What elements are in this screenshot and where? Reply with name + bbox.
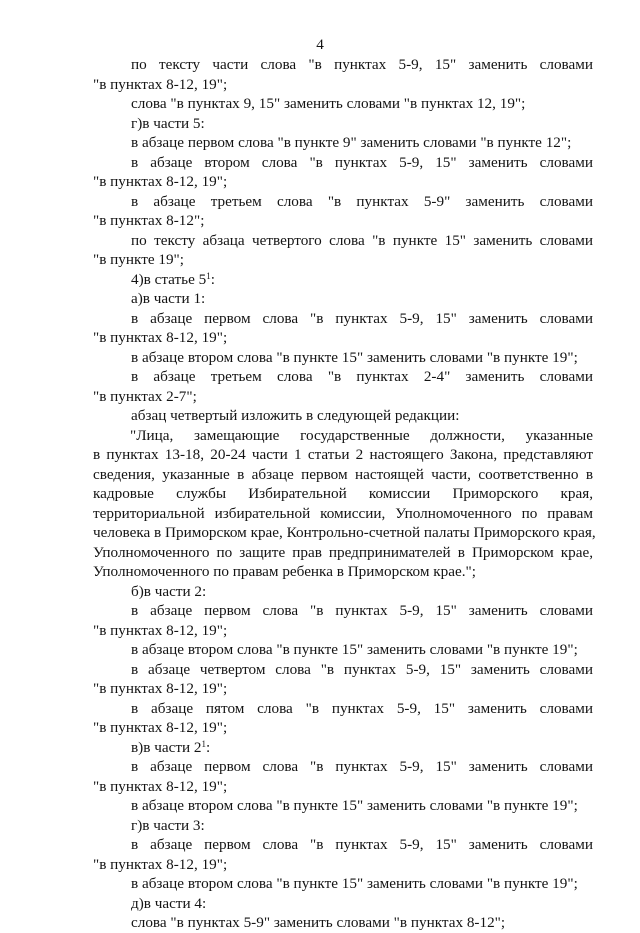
text-line xyxy=(93,738,593,758)
text-line: в абзаце пятом слова "в пунктах 5-9, 15" заменить словами xyxy=(131,699,593,717)
text-line: в абзаце третьем слова "в пунктах 2-4" заменить словами xyxy=(131,368,593,385)
quoted-text-line: сведения, указанные в абзаце первом настоящей части, соответственно в xyxy=(93,465,593,483)
text-line: д)в части 4: xyxy=(131,894,207,912)
text-segment: в)в части 2 xyxy=(131,738,202,756)
text-line: по тексту части слова "в пунктах 5-9, 15" заменить словами xyxy=(131,56,593,73)
text-line: "в пунктах 8-12, 19"; xyxy=(93,621,228,639)
text-line: "в пунктах 8-12, 19"; xyxy=(93,680,228,697)
text-line: г)в части 5: xyxy=(131,114,205,132)
text-line: в абзаце первом слова "в пункте 9" заменить словами "в пункте 12"; xyxy=(131,134,572,151)
quoted-text-line: в пунктах 13-18, 20-24 части 1 статьи 2 настоящего Закона, представляют xyxy=(93,446,593,463)
text-line: "в пунктах 8-12, 19"; xyxy=(93,75,228,93)
text-line: б)в части 2: xyxy=(131,582,207,600)
text-line: "в пунктах 8-12, 19"; xyxy=(93,855,228,873)
document-body xyxy=(93,55,596,933)
text-line: по тексту абзаца четвертого слова "в пункте 15" заменить словами xyxy=(131,231,593,249)
text-segment: : xyxy=(210,270,215,288)
quoted-text-line: человека в Приморском крае, Контрольно-счетной палаты Приморского края, xyxy=(93,524,596,541)
quoted-text-line: Уполномоченного по правам ребенка в Приморском крае."; xyxy=(93,563,476,580)
superscript: 1 xyxy=(206,270,211,281)
text-line: слова "в пунктах 9, 15" заменить словами "в пунктах 12, 19"; xyxy=(131,95,526,112)
text-line: в абзаце втором слова "в пунктах 5-9, 15" заменить словами xyxy=(131,153,593,171)
text-line: "в пунктах 8-12, 19"; xyxy=(93,719,228,736)
quoted-text-line: территориальной избирательной комиссии, Уполномоченного по правам xyxy=(93,504,593,522)
text-line: "в пункте 19"; xyxy=(93,251,184,268)
text-line: "в пунктах 8-12, 19"; xyxy=(93,329,228,346)
text-line: в абзаце втором слова "в пункте 15" заменить словами "в пункте 19"; xyxy=(131,797,578,814)
quoted-text-line: кадровые службы Избирательной комиссии Приморского края, xyxy=(93,485,593,502)
text-segment: : xyxy=(205,738,211,756)
text-line: в абзаце четвертом слова "в пунктах 5-9, 15" заменить словами xyxy=(131,660,593,678)
text-line: "в пунктах 8-12, 19"; xyxy=(93,777,228,795)
text-line: в абзаце втором слова "в пункте 15" заменить словами "в пункте 19"; xyxy=(131,875,578,892)
superscript: 1 xyxy=(201,738,206,749)
text-line: в абзаце первом слова "в пунктах 5-9, 15" заменить словами xyxy=(131,602,593,619)
text-line: г)в части 3: xyxy=(131,816,205,834)
text-line: в абзаце третьем слова "в пунктах 5-9" заменить словами xyxy=(131,192,593,210)
text-line: в абзаце первом слова "в пунктах 5-9, 15" заменить словами xyxy=(131,309,593,327)
text-line: "в пунктах 8-12"; xyxy=(93,212,205,229)
text-line: абзац четвертый изложить в следующей редакции: xyxy=(131,407,460,424)
quoted-text-line: "Лица, замещающие государственные должности, указанные xyxy=(130,426,593,444)
text-line: в абзаце первом слова "в пунктах 5-9, 15" заменить словами xyxy=(131,836,593,853)
text-line: "в пунктах 8-12, 19"; xyxy=(93,173,228,190)
text-line: "в пунктах 2-7"; xyxy=(93,387,197,405)
text-line: в абзаце втором слова "в пункте 15" заменить словами "в пункте 19"; xyxy=(131,348,578,366)
text-line xyxy=(93,270,593,290)
text-line: а)в части 1: xyxy=(131,290,206,307)
text-line: в абзаце первом слова "в пунктах 5-9, 15" заменить словами xyxy=(131,758,593,775)
text-segment: 4)в статье 5 xyxy=(131,270,207,288)
text-line: слова "в пунктах 5-9" заменить словами "в пунктах 8-12"; xyxy=(131,914,506,931)
page-number: 4 xyxy=(316,36,324,53)
text-line: в абзаце втором слова "в пункте 15" заменить словами "в пункте 19"; xyxy=(131,641,578,658)
quoted-text-line: Уполномоченного по защите прав предпринимателей в Приморском крае, xyxy=(93,543,593,561)
